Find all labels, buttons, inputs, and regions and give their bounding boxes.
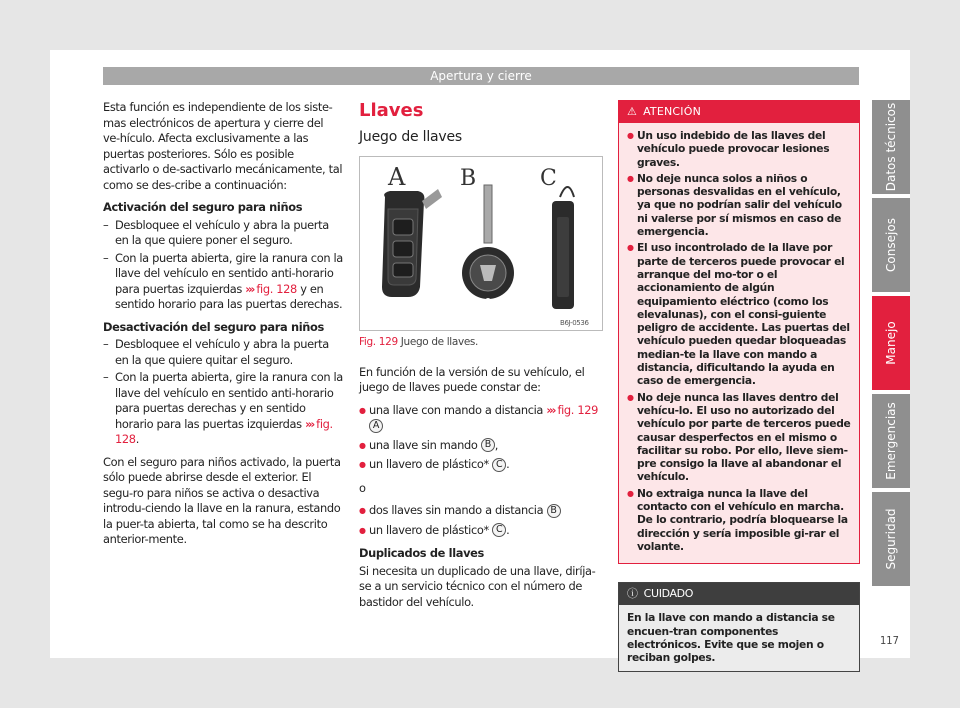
fig-link[interactable]: fig. 129 (557, 402, 599, 417)
duplicates-heading: Duplicados de llaves (359, 546, 484, 560)
tab-seguridad[interactable]: Seguridad (872, 492, 910, 586)
badge-a: A (369, 419, 383, 433)
note-box (618, 582, 860, 672)
column-1 (103, 100, 343, 555)
fig-link[interactable]: fig. 128 (115, 416, 333, 446)
page-number: 117 (880, 634, 899, 647)
fig-link[interactable]: fig. 128 (256, 281, 297, 296)
badge-c: C (492, 458, 506, 472)
badge-b: B (547, 504, 561, 518)
warning-header: ⚠ ATENCIÓN (619, 101, 859, 123)
deactivation-heading: Desactivación del seguro para niños (103, 319, 324, 334)
badge-b: B (481, 438, 495, 452)
figure-caption: Fig. 129 Juego de llaves. (359, 336, 479, 348)
key-icon (462, 185, 514, 304)
tab-consejos[interactable]: Consejos (872, 198, 910, 292)
keys-illustration (360, 157, 602, 330)
warning-body (619, 123, 859, 563)
badge-c: C (492, 523, 506, 537)
warning-item: ● No deje nunca las llaves dentro del vehícu-lo. El uso no autorizado del vehículo por parte de terceros puede causar desperfectos en el mismo o facilitar su robo. Por ello, lleve siem-pre consigo la llave al abandonar el vehículo. (627, 391, 851, 484)
ref-arrows-icon: ››› (546, 402, 555, 417)
tab-datos-tecnicos[interactable]: Datos técnicos (872, 100, 910, 194)
ref-arrows-icon: ››› (305, 416, 314, 431)
warning-item: ● El uso incontrolado de la llave por parte de terceros puede provocar el arranque del mo-tor o el accionamiento de algún equipamiento eléctrico (como los elevalunas), con el consi-guiente peligro de accidente. Las puertas del vehículo pueden quedar bloqueadas median-te la llave con mando a distancia, dificultando la ayuda en caso de emergencia. (627, 241, 851, 387)
section-header: Apertura y cierre (103, 67, 859, 85)
list-item: ● dos llaves sin mando a distancia B (359, 503, 603, 519)
fig-label-c: C (540, 166, 557, 191)
list-item: ● un llavero de plástico* C . (359, 457, 603, 473)
or-text: o (359, 480, 366, 495)
fig-label-a: A (388, 163, 405, 191)
list-item: ● un llavero de plástico* C . (359, 523, 603, 539)
intro-paragraph: Esta función es independiente de los siste-mas electrónicos de apertura y cierre del ve-hículo. Afecta exclusivamente a las puertas posteriores. Sólo es posible activarlo o de-sactivarlo mecánicamente, tal como se des-cribe a continuación: (103, 100, 343, 192)
deactivation-step-1: – Desbloquee el vehículo y abra la puerta en la que quiere quitar el seguro. (103, 337, 343, 368)
activation-step-2: – Con la puerta abierta, gire la ranura con la llave del vehículo en sentido anti-horario para puertas izquierdas ››› fig. 128 y en sentido horario para las puertas derechas. (103, 251, 343, 313)
keychain-icon (552, 187, 574, 309)
activation-heading: Activación del seguro para niños (103, 200, 303, 214)
duplicates-text: Si necesita un duplicado de una llave, diríja-se a un servicio técnico con el número de bastidor del vehículo. (359, 563, 596, 609)
keys-intro: En función de la versión de su vehículo, el juego de llaves puede constar de: (359, 364, 585, 394)
warning-icon: ⚠ (627, 105, 638, 118)
remote-key-icon (382, 189, 442, 297)
list-item: ● una llave con mando a distancia ››› fig. 129 A (359, 403, 603, 434)
fig-label-b: B (460, 166, 476, 191)
deactivation-step-2: – Con la puerta abierta, gire la ranura con la llave del vehículo en sentido anti-horario para puertas derechas y en sentido horario para las puertas izquierdas ››› fig. 128. (103, 370, 343, 448)
info-icon: ⓘ (627, 587, 638, 601)
activation-step-1: – Desbloquee el vehículo y abra la puerta en la que quiere poner el seguro. (103, 218, 343, 249)
tab-manejo[interactable]: Manejo (872, 296, 910, 390)
tab-emergencias[interactable]: Emergencias (872, 394, 910, 488)
note-header: ⓘ CUIDADO (619, 583, 859, 605)
warning-box (618, 100, 860, 564)
ref-arrows-icon: ››› (245, 281, 254, 296)
section-title: Llaves (359, 100, 424, 121)
column-3 (618, 100, 860, 672)
closing-paragraph: Con el seguro para niños activado, la puerta sólo puede abrirse desde el exterior. El segu-ro para niños se activa o desactiva introdu-ciendo la llave en la ranura, estando la puer-ta abierta, tal como se ha descrito anterior-mente. (103, 454, 341, 546)
keys-figure (359, 156, 603, 331)
warning-item: ● Un uso indebido de las llaves del vehículo puede provocar lesiones graves. (627, 129, 851, 169)
warning-item: ● No deje nunca solos a niños o personas desvalidas en el vehículo, ya que no podrían salir del vehículo ni valerse por sí mismos en caso de emergencia. (627, 172, 851, 238)
note-body: En la llave con mando a distancia se encuen-tran componentes electrónicos. Evite que se mojen o reciban golpes. (627, 611, 835, 665)
section-subtitle: Juego de llaves (359, 129, 463, 145)
warning-item: ● No extraiga nunca la llave del contacto con el vehículo en marcha. De lo contrario, podría bloquearse la dirección y sería imposible gi-rar el volante. (627, 487, 851, 553)
list-item: ● una llave sin mando B , (359, 438, 603, 454)
fig-code: B6J-0536 (560, 319, 589, 327)
column-2 (359, 100, 603, 617)
